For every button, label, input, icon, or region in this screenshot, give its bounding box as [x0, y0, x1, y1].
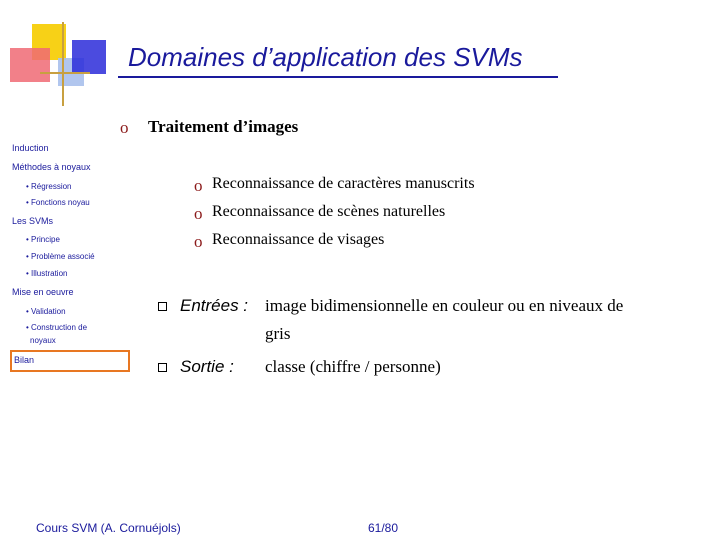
sub-bullet-text: Reconnaissance de caractères manuscrits [212, 175, 475, 192]
sub-bullet-text: Reconnaissance de visages [212, 231, 385, 248]
nav-item-probleme-associe[interactable]: • Problème associé [26, 252, 95, 261]
square-bullet-icon [158, 363, 167, 372]
footer-credit: Cours SVM (A. Cornuéjols) [36, 521, 181, 535]
logo-pink-square [10, 48, 50, 82]
input-value: image bidimensionnelle en couleur ou en niveaux de [265, 296, 624, 315]
nav-item-les-svms[interactable]: Les SVMs [12, 216, 54, 226]
nav-item-mise-en-oeuvre[interactable]: Mise en oeuvre [12, 287, 74, 297]
slide-title: Domaines d’application des SVMs [128, 42, 523, 72]
nav-item-validation[interactable]: • Validation [26, 307, 66, 316]
logo-blue-square [72, 40, 106, 74]
nav-item-bilan-active[interactable] [10, 350, 130, 372]
input-value-cont: gris [265, 324, 291, 343]
nav-item-illustration[interactable]: • Illustration [26, 269, 68, 278]
nav-item-methodes-noyaux[interactable]: Méthodes à noyaux [12, 162, 91, 172]
main-bullet-text: Traitement d’images [148, 117, 299, 136]
nav-item-regression[interactable]: • Régression [26, 182, 72, 191]
title-underline [118, 76, 558, 78]
input-label: Entrées : [180, 296, 249, 315]
nav-item-induction[interactable]: Induction [12, 143, 49, 153]
square-bullet-icon [158, 302, 167, 311]
logo-horizontal-line [40, 72, 90, 74]
main-bullet-marker: o [120, 118, 129, 137]
output-value: classe (chiffre / personne) [265, 357, 441, 376]
slide-logo [0, 0, 110, 110]
page-number: 61/80 [368, 521, 399, 535]
nav-item-construction-noyaux-cont: noyaux [30, 336, 56, 345]
nav-item-construction-noyaux[interactable]: • Construction de [26, 323, 88, 332]
sub-bullet-marker: o [194, 176, 203, 195]
nav-item-bilan: Bilan [14, 355, 35, 365]
logo-vertical-line [62, 22, 64, 106]
sub-bullet-marker: o [194, 232, 203, 251]
nav-item-principe[interactable]: • Principe [26, 235, 60, 244]
output-label: Sortie : [180, 357, 234, 376]
nav-item-fonctions-noyau[interactable]: • Fonctions noyau [26, 198, 90, 207]
sub-bullet-text: Reconnaissance de scènes naturelles [212, 203, 446, 220]
sub-bullet-marker: o [194, 204, 203, 223]
